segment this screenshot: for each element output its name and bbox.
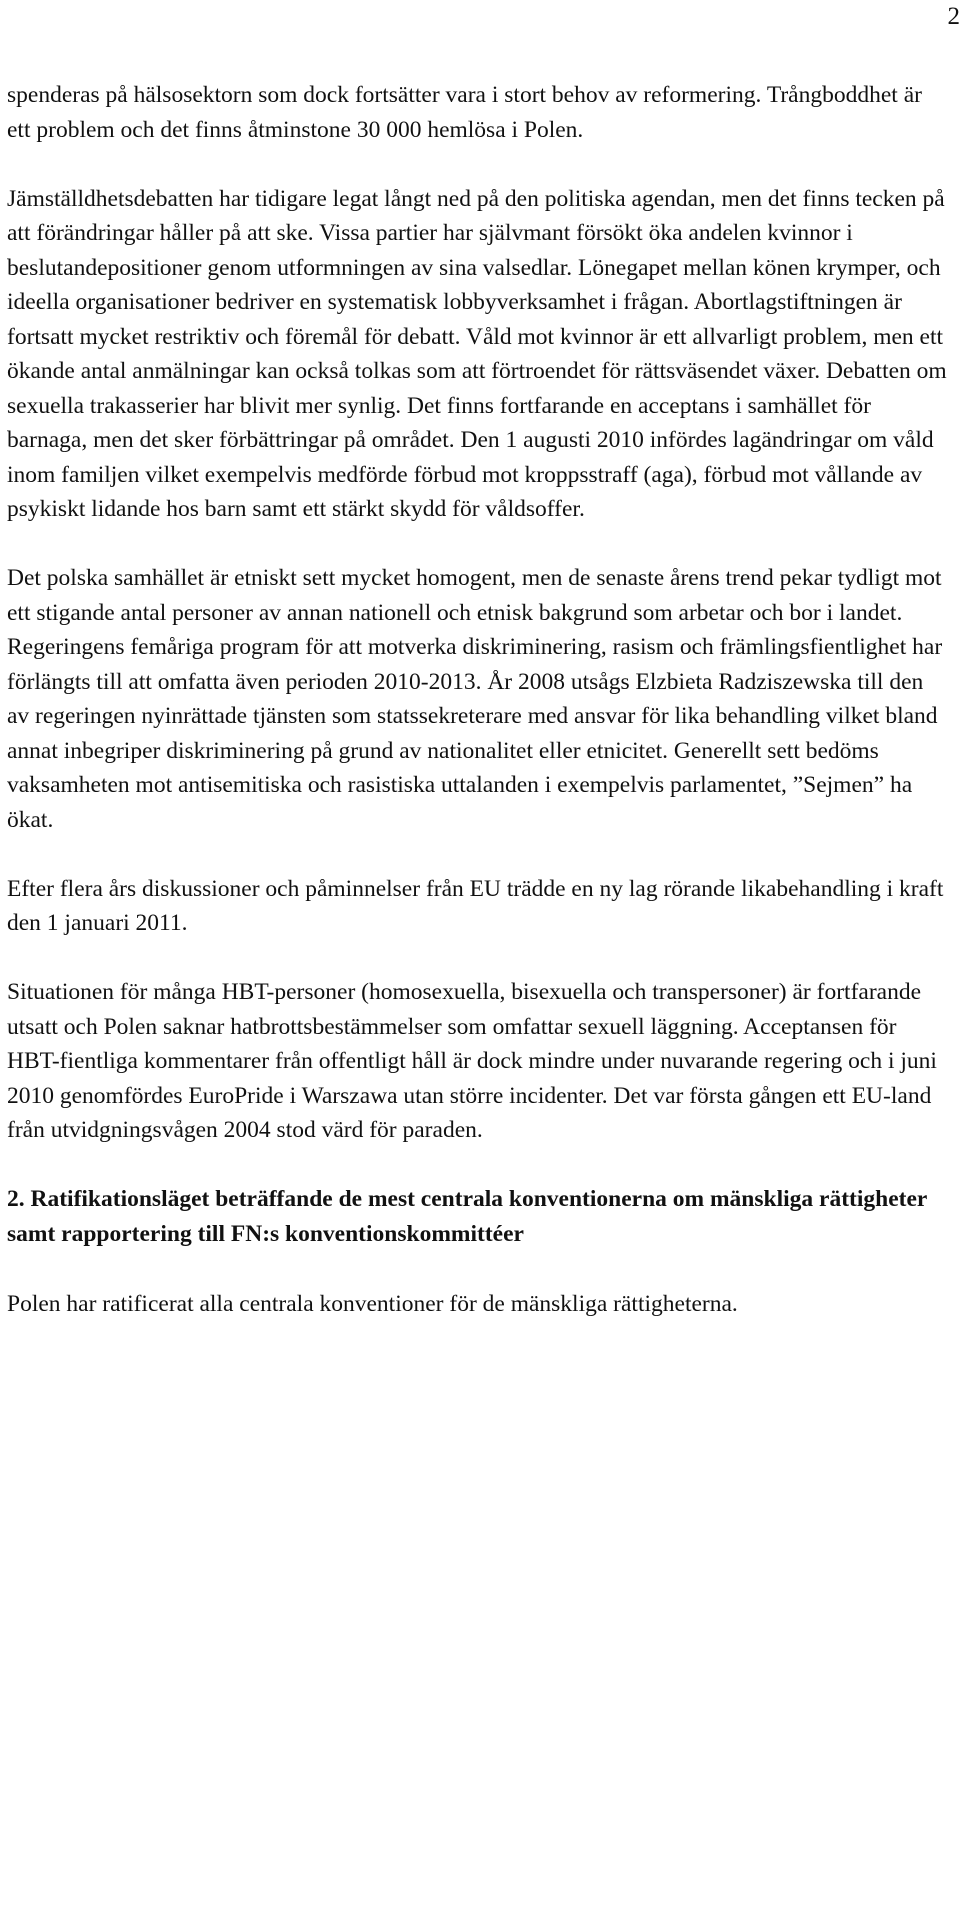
document-body (7, 78, 947, 1356)
section-heading: 2. Ratifikationsläget beträffande de mest centrala konventionerna om mänskliga rättigheter samt rapportering till FN:s konventionskommittéer (7, 1186, 927, 1247)
paragraph-gender-equality: Jämställdhetsdebatten har tidigare legat långt ned på den politiska agendan, men det finns tecken på att förändringar håller på att ske. Vissa partier har självmant försökt öka andelen kvinnor i beslutandepositioner genom utformningen av sina valsedlar. Lönegapet mellan könen krymper, och ideella organisationer bedriver en systematisk lobbyverksamhet i frågan. Abortlagstiftningen är fortsatt mycket restriktiv och föremål för debatt. Våld mot kvinnor är ett allvarligt problem, men ett ökande antal anmälningar kan också tolkas som att förtroendet för rättsväsendet växer. Debatten om sexuella trakasserier har blivit mer synlig. Det finns fortfarande en acceptans i samhället för barnaga, men det sker förbättringar på området. Den 1 augusti 2010 infördes lagändringar om våld inom familjen vilket exempelvis medförde förbud mot kroppsstraff (aga), förbud mot vållande av psykiskt lidande hos barn samt ett stärkt skydd för våldsoffer. (7, 185, 947, 522)
page-number: 2 (947, 3, 960, 30)
paragraph-equal-treatment-law: Efter flera års diskussioner och påminnelser från EU trädde en ny lag rörande likabehandling i kraft den 1 januari 2011. (7, 875, 944, 936)
paragraph-lgbt-situation: Situationen för många HBT-personer (homosexuella, bisexuella och transpersoner) är fortfarande utsatt och Polen saknar hatbrottsbestämmelser som omfattar sexuell läggning. Acceptansen för HBT-fientliga kommentarer från offentligt håll är dock mindre under nuvarande regering och i juni 2010 genomfördes EuroPride i Warszawa utan större incidenter. Det var första gången ett EU-land från utvidgningsvågen 2004 stod värd för paraden. (7, 979, 937, 1143)
paragraph-housing: spenderas på hälsosektorn som dock fortsätter vara i stort behov av reformering. Trångboddhet är ett problem och det finns åtminstone 30 000 hemlösa i Polen. (7, 82, 922, 143)
paragraph-ethnic-discrimination: Det polska samhället är etniskt sett mycket homogent, men de senaste årens trend pekar tydligt mot ett stigande antal personer av annan nationell och etnisk bakgrund som arbetar och bor i landet. Regeringens femåriga program för att motverka diskriminering, rasism och främlingsfientlighet har förlängts till att omfatta även perioden 2010-2013. År 2008 utsågs Elzbieta Radziszewska till den av regeringen nyinrättade tjänsten som statssekreterare med ansvar för lika behandling vilket bland annat inbegriper diskriminering på grund av nationalitet eller etnicitet. Generellt sett bedöms vaksamheten mot antisemitiska och rasistiska uttalanden i exempelvis parlamentet, ”Sejmen” ha ökat. (7, 565, 943, 833)
paragraph-ratification: Polen har ratificerat alla centrala konventioner för de mänskliga rättigheterna. (7, 1291, 738, 1317)
